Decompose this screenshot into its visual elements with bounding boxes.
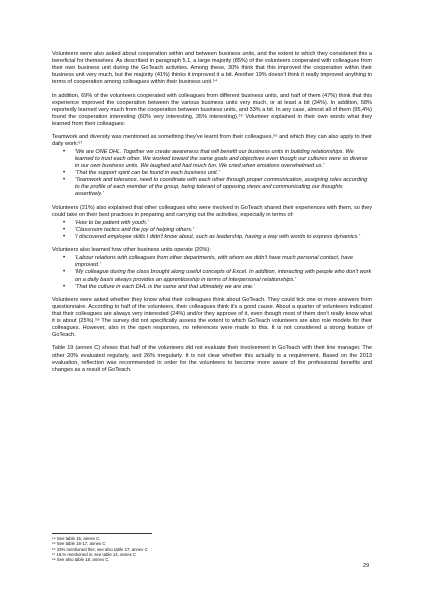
footnote: ⁵⁴ See table 15, annex C. xyxy=(52,536,101,541)
quote-item: • 'That the support spirit can be found in each business unit.' xyxy=(75,170,372,177)
quote-item: • 'I discovered employee skills I didn't know about, such as leadership, having a way with words to express dynamics.' xyxy=(75,234,372,241)
body-text xyxy=(52,51,372,380)
paragraph-best-practices: Volunteers (21%) also explained that other colleagues who were involved in GoTeach shared their experiences with them, so they could take on their best practices in preparing and carrying out the activities, especially in terms of: xyxy=(52,204,372,218)
quote-item: • 'My colleague during the class brought along useful concepts of Excel. In addition, interacting with people who don't work on a daily basis always provides an apprenticeship in terms of interpersonal relationships.' xyxy=(75,269,372,283)
footnote: ⁵⁸ See also table 18, annex C. xyxy=(52,557,110,563)
paragraph-colleague-views: Volunteers were asked whether they know what their colleagues think about GoTeach. They could tick one or more answers from questionnaire. According to half of the volunteers, their colleagues think it's a good cause. About a quarter of volunteers indicated that their colleagues are always very interested (24%) and/or they approve of it, even though most of them don't really know what it is about (25%).⁵⁸ The survey did not specifically assess the extent to which GoTeach volunteers are also role models for their colleagues. However, also in the open responses, no references were made to this. It is not considered a strong feature of GoTeach. xyxy=(52,296,372,339)
paragraph-cooperation-between: In addition, 69% of the volunteers cooperated with colleagues from different business units, and half of them (47%) think that this experience improved the cooperation between the various business units very much, or at least a bit (34%). In addition, 58% reportedly learned very much from the cooperation between business units, and 33% a bit. In any case, almost all of them (95,4%) found the cooperation interesting (60% very interesting, 35% interesting).⁵⁵ Volunteer explained in their own words what they learned from their colleagues: xyxy=(52,92,372,127)
quote-item: • 'Labour relations with colleagues from other departments, with whom we didn't have much personal contact, have improved.' xyxy=(75,255,372,269)
quote-item: • 'Classroom tactics and the joy of helping others.' xyxy=(75,227,372,234)
quote-list-teamwork xyxy=(52,149,372,198)
footnote: ⁵⁵ See table 16-17, annex C xyxy=(52,541,106,547)
footnotes xyxy=(52,533,372,562)
quote-list-practices xyxy=(52,220,372,241)
paragraph-teamwork-intro: Teamwork and diversity was mentioned as something they've learnt from their colleagues,⁵⁶ and which they can also apply to their daily work:⁵⁷ xyxy=(52,134,372,148)
quote-item: • 'That the culture in each DHL is the same and that ultimately we are one.' xyxy=(75,284,372,291)
footnote: ⁵⁶ 33% mentioned this; see also table 17, annex C xyxy=(52,546,148,552)
quote-item: • 'How to be patient with youth.' xyxy=(75,220,372,227)
quote-list-units xyxy=(52,255,372,290)
footnote: ⁵⁷ 16,% mentioned is; see table 14, annex C xyxy=(52,551,137,557)
paragraph-business-units: Volunteers also learned how other business units operate (20%): xyxy=(52,247,211,254)
footnote-divider xyxy=(52,533,152,534)
page-number: 29 xyxy=(363,563,370,569)
quote-item: • 'We are ONE DHL. Together we create awareness that will benefit our business units in building relationships. We learned to trust each other. We worked toward the same goals and objectives even though our cultures were so diverse in our own business units. We laughed and had much fun. We cried when emotions overwhelmed us.' xyxy=(75,149,372,170)
paragraph-cooperation-within: Volunteers were also asked about cooperation within and between business units, and the extent to which they considered this a beneficial for themselves. As described in paragraph 5.1, a large majority (85%) of the volunteers cooperated with colleagues from their own business unit during the GoTeach activities. Among these, 30% think that this improved the cooperation within their business unit very much, but the majority (41%) thinks it improved it a bit. Another 19% doesn't think it really improved anything in terms of cooperation among colleagues within their business unit.⁵⁴ xyxy=(52,51,372,86)
quote-item: • 'Teamwork and tolerance, need to coordinate with each other through proper communication, assigning roles according to the profile of each member of the group, being tolerant of opposing views and communicating our thoughts assertively.' xyxy=(75,177,372,198)
paragraph-line-manager: Table 19 (annex C) shows that half of the volunteers did not evaluate their involvement in GoTeach with their line manager. The other 20% evaluated regularly, and 26% irregularly. It is not clear whether this actually is a requirement. Based on the 2013 evaluation, reflection was recommended in order for the volunteers to become more aware of the professional benefits and changes as a result of GoTeach. xyxy=(52,345,372,373)
